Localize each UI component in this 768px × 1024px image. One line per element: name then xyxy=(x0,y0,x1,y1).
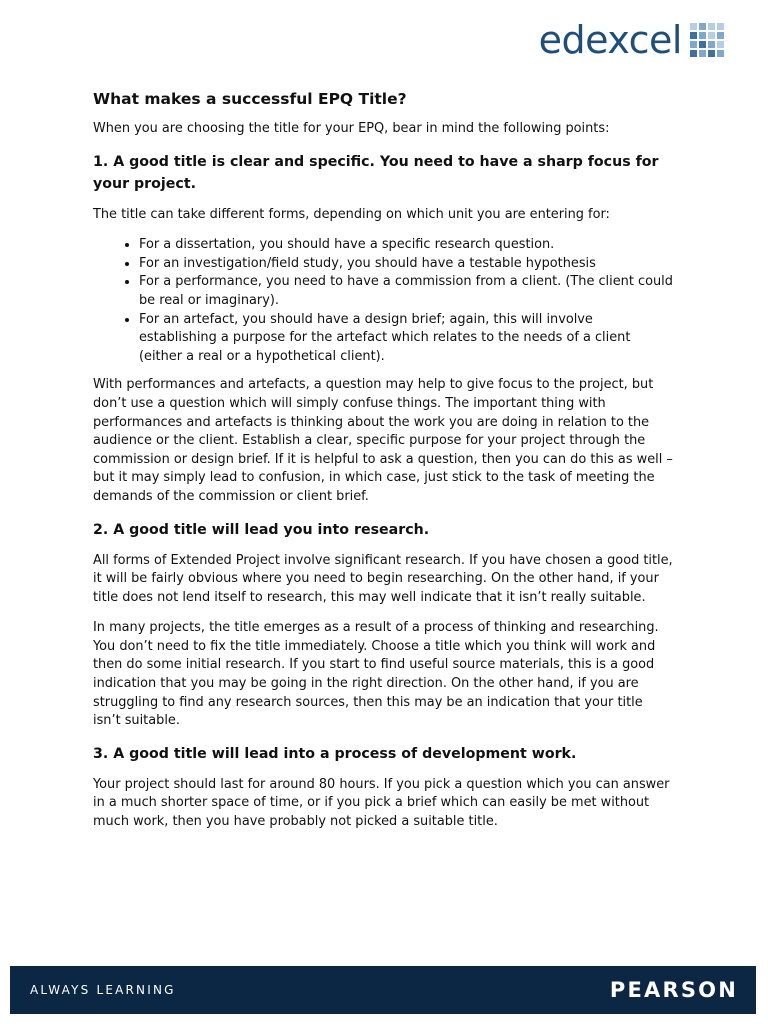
section-1-heading: 1. A good title is clear and specific. You need to have a sharp focus for your project. xyxy=(93,153,659,192)
footer-banner xyxy=(10,966,756,1014)
section-1-paragraph: With performances and artefacts, a question may help to give focus to the project, but don’t use a question which will simply confuse things. The important thing with performances and artefacts is thinking about the work you are doing in relation to the audience or the client. Establish a clear, specific purpose for your project through the commission or design brief. If it is helpful to ask a question, then you can do this as well – but it may simply lead to confusion, in which case, just stick to the task of meeting the demands of the commission or client brief. xyxy=(93,377,673,504)
bullet-item: • For a dissertation, you should have a specific research question. xyxy=(139,236,673,255)
logo-text: edexcel xyxy=(538,18,682,62)
bullet-item: • For an investigation/field study, you should have a testable hypothesis xyxy=(139,255,673,274)
logo-grid-icon xyxy=(690,23,724,57)
section-2-paragraph: In many projects, the title emerges as a result of a process of thinking and researching. You don’t need to fix the title immediately. Choose a title which you think will work and then do some initial research. If you start to find useful source materials, this is a good indication that you may be going in the right direction. On the other hand, if you are struggling to find any research sources, then this may be an indication that your title isn’t suitable. xyxy=(93,620,659,729)
section-3-paragraph: Your project should last for around 80 hours. If you pick a question which you can answer in a much shorter space of time, or if you pick a brief which can easily be met without much work, then you have probably not picked a suitable title. xyxy=(93,776,670,830)
section-2-paragraph: All forms of Extended Project involve significant research. If you have chosen a good title, it will be fairly obvious where you need to begin researching. On the other hand, if your title does not lend itself to research, this may well indicate that it isn’t really suitable. xyxy=(93,552,673,605)
section-3-heading: 3. A good title will lead into a process of development work. xyxy=(93,745,577,762)
section-1-bullet-list xyxy=(93,236,673,366)
footer-tagline: ALWAYS LEARNING xyxy=(30,983,176,997)
pearson-logo: PEARSON xyxy=(609,978,738,1002)
section-2-heading: 2. A good title will lead you into research. xyxy=(93,521,430,538)
intro-paragraph: When you are choosing the title for your EPQ, bear in mind the following points: xyxy=(93,121,610,136)
bullet-item: • For an artefact, you should have a design brief; again, this will involve establishing a purpose for the artefact which relates to the needs of a client (either a real or a hypothetical client). xyxy=(139,311,673,367)
section-1-lead: The title can take different forms, depending on which unit you are entering for: xyxy=(93,206,610,222)
bullet-item: • For a performance, you need to have a commission from a client. (The client could be real or imaginary). xyxy=(139,273,673,310)
page-title: What makes a successful EPQ Title? xyxy=(93,90,407,108)
document-body xyxy=(93,88,673,844)
edexcel-logo xyxy=(539,18,724,62)
